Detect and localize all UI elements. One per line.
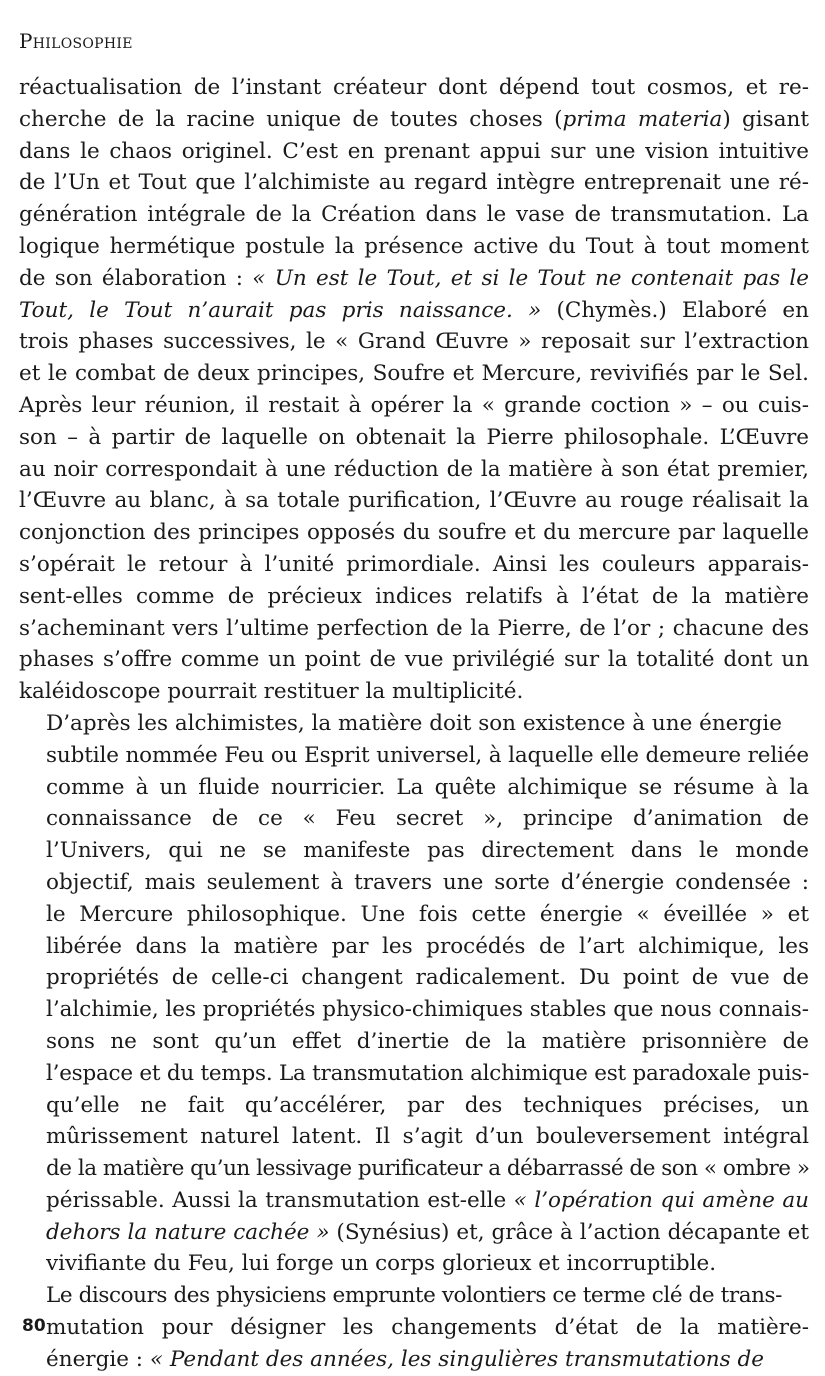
text-run: l’alchimie, les propriétés physico-chimiques stables que nous connais- xyxy=(46,997,809,1023)
text-run: phases s’offre comme un point de vue privilégié sur la totalité dont un xyxy=(19,647,809,673)
text-run: de son élaboration : xyxy=(19,265,253,291)
paragraph xyxy=(19,708,809,1280)
text-line xyxy=(19,581,809,613)
text-run: comme à un fluide nourricier. La quête alchimique se résume à la xyxy=(46,774,809,800)
text-line xyxy=(19,994,809,1026)
italic-run: « Pendant des années, les singulières transmutations de xyxy=(149,1346,764,1372)
text-line xyxy=(19,454,809,486)
text-run: mûrissement naturel latent. Il s’agit d’un bouleversement intégral xyxy=(46,1124,809,1150)
text-line xyxy=(19,613,809,645)
italic-run: dehors la nature cachée » xyxy=(46,1219,330,1245)
text-line xyxy=(19,390,809,422)
text-run: subtile nommée Feu ou Esprit universel, à laquelle elle demeure reliée xyxy=(46,742,809,768)
text-run: l’Univers, qui ne se manifeste pas directement dans le monde xyxy=(46,838,809,864)
text-run: cherche de la racine unique de toutes choses ( xyxy=(19,106,563,132)
text-run: (Chymès.) Elaboré en xyxy=(541,297,809,323)
text-run: énergie : xyxy=(46,1346,150,1372)
text-line xyxy=(19,104,809,136)
text-line xyxy=(19,676,809,708)
text-line xyxy=(19,326,809,358)
text-line xyxy=(19,772,809,804)
text-run: ) gisant xyxy=(722,106,810,132)
text-line xyxy=(19,899,809,931)
text-run: Après leur réunion, il restait à opérer la « grande coction » – ou cuis- xyxy=(19,392,809,418)
text-line xyxy=(19,740,809,772)
running-header: Philosophie xyxy=(19,29,133,53)
text-run: sent-elles comme de précieux indices relatifs à l’état de la matière xyxy=(19,583,809,609)
text-line xyxy=(19,1185,809,1217)
text-run: génération intégrale de la Création dans le vase de transmutation. La xyxy=(19,202,809,228)
text-line xyxy=(19,1280,809,1312)
italic-run: « l’opération qui amène au xyxy=(513,1187,809,1213)
text-run: l’espace et du temps. La transmutation alchimique est paradoxale puis- xyxy=(46,1060,809,1086)
text-line xyxy=(19,1058,809,1090)
text-line xyxy=(19,803,809,835)
text-line xyxy=(19,295,809,327)
text-line xyxy=(19,867,809,899)
text-run: sons ne sont qu’un effet d’inertie de la matière prisonnière de xyxy=(46,1028,809,1054)
text-run: s’acheminant vers l’ultime perfection de la Pierre, de l’or ; chacune des xyxy=(19,615,809,641)
text-run: son – à partir de laquelle on obtenait la Pierre philosophale. L’Œuvre xyxy=(19,424,809,450)
page-number: 80 xyxy=(22,1316,46,1336)
text-line xyxy=(19,72,809,104)
text-run: de la matière qu’un lessivage purificateur a débarrassé de son « ombre » xyxy=(46,1156,810,1182)
text-run: qu’elle ne fait qu’accélérer, par des techniques précises, un xyxy=(46,1092,809,1118)
text-run: connaissance de ce « Feu secret », principe d’animation de xyxy=(46,806,809,832)
text-run: dans le chaos originel. C’est en prenant appui sur une vision intuitive xyxy=(19,138,809,164)
text-line xyxy=(19,199,809,231)
text-line xyxy=(19,708,809,740)
text-run: mutation pour désigner les changements d’état de la matière- xyxy=(46,1315,809,1341)
text-line xyxy=(19,931,809,963)
text-run: et le combat de deux principes, Soufre et Mercure, revivifiés par le Sel. xyxy=(19,361,809,387)
text-run: propriétés de celle-ci changent radicalement. Du point de vue de xyxy=(46,965,809,991)
text-line xyxy=(19,263,809,295)
text-run: le Mercure philosophique. Une fois cette énergie « éveillée » et xyxy=(46,901,809,927)
text-run: logique hermétique postule la présence active du Tout à tout moment xyxy=(19,233,809,259)
text-run: l’Œuvre au blanc, à sa totale purification, l’Œuvre au rouge réalisait la xyxy=(19,488,809,514)
text-line xyxy=(19,1248,809,1280)
text-line xyxy=(19,422,809,454)
text-run: kaléidoscope pourrait restituer la multiplicité. xyxy=(19,679,524,705)
text-line xyxy=(19,962,809,994)
text-run: s’opérait le retour à l’unité primordiale. Ainsi les couleurs apparais- xyxy=(19,551,809,577)
text-line xyxy=(19,231,809,263)
text-line xyxy=(19,485,809,517)
text-run: de l’Un et Tout que l’alchimiste au regard intègre entreprenait une ré- xyxy=(19,170,809,196)
text-run: Le discours des physiciens emprunte volontiers ce terme clé de trans- xyxy=(46,1283,782,1309)
text-line xyxy=(19,1153,809,1185)
text-line xyxy=(19,1090,809,1122)
text-run: périssable. Aussi la transmutation est-elle xyxy=(46,1187,514,1213)
text-line xyxy=(19,644,809,676)
text-line xyxy=(19,1344,809,1376)
paragraph xyxy=(19,72,809,708)
text-run: objectif, mais seulement à travers une sorte d’énergie condensée : xyxy=(46,869,809,895)
text-line xyxy=(19,1312,809,1344)
italic-run: prima materia xyxy=(562,106,723,132)
text-line xyxy=(19,167,809,199)
italic-run: Tout, le Tout n’aurait pas pris naissance. » xyxy=(19,297,542,323)
text-run: libérée dans la matière par les procédés de l’art alchimique, les xyxy=(46,933,809,959)
body-text xyxy=(19,72,809,1376)
text-line xyxy=(19,1026,809,1058)
text-run: réactualisation de l’instant créateur dont dépend tout cosmos, et re- xyxy=(19,75,809,100)
text-line xyxy=(19,517,809,549)
text-line xyxy=(19,835,809,867)
text-run: au noir correspondait à une réduction de la matière à son état premier, xyxy=(19,456,809,482)
text-line xyxy=(19,358,809,390)
text-run: trois phases successives, le « Grand Œuvre » reposait sur l’extraction xyxy=(19,329,809,355)
text-run: D’après les alchimistes, la matière doit son existence à une énergie xyxy=(46,710,782,736)
text-run: conjonction des principes opposés du soufre et du mercure par laquelle xyxy=(19,520,809,546)
text-line xyxy=(19,549,809,581)
text-line xyxy=(19,1121,809,1153)
text-line xyxy=(19,136,809,168)
paragraph xyxy=(19,1280,809,1375)
text-run: vivifiante du Feu, lui forge un corps glorieux et incorruptible. xyxy=(46,1251,717,1277)
text-line xyxy=(19,1217,809,1249)
text-run: (Synésius) et, grâce à l’action décapante et xyxy=(329,1219,810,1245)
italic-run: « Un est le Tout, et si le Tout ne contenait pas le xyxy=(252,265,809,291)
